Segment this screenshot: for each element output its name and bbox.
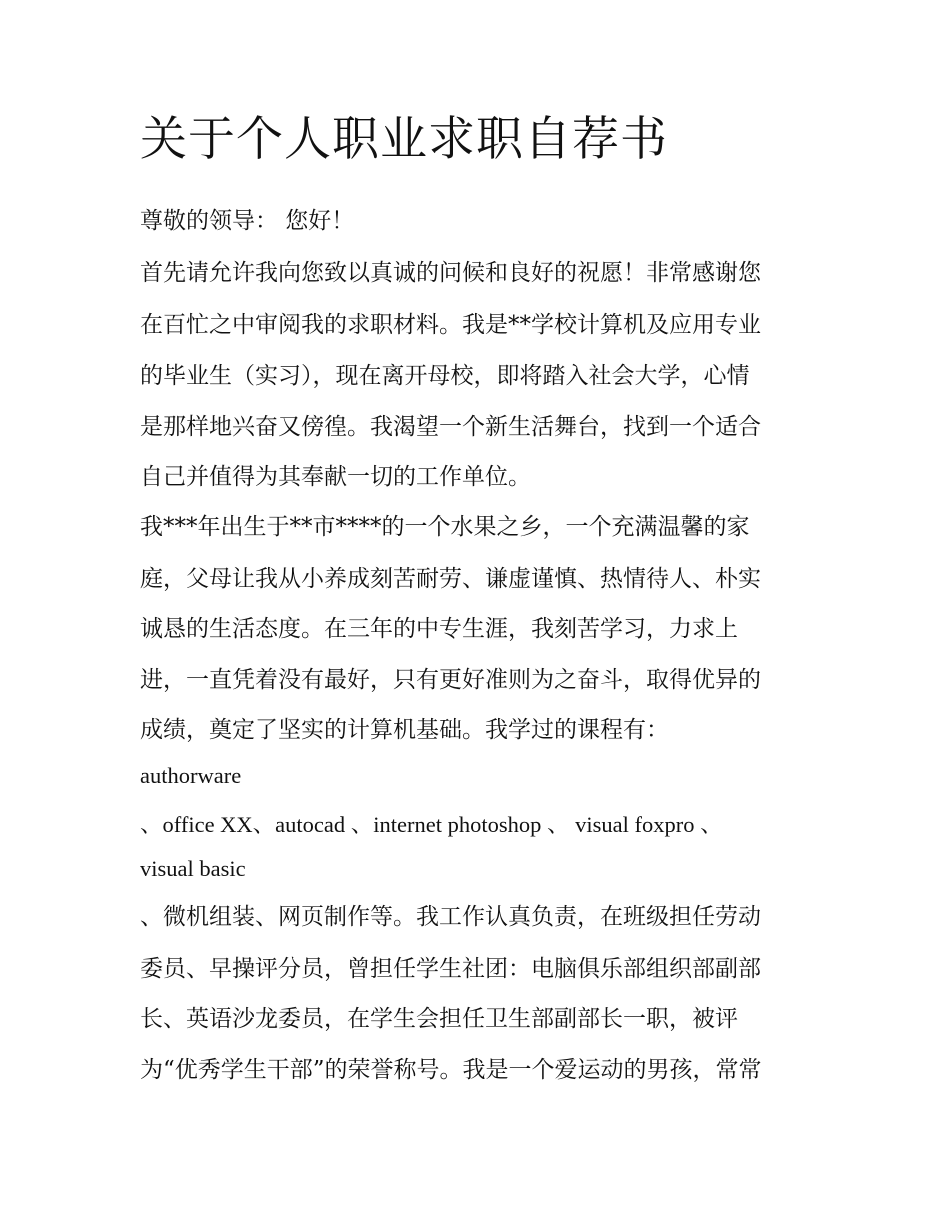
paragraph-line: 、office XX、autocad 、internet photoshop 、 visual foxpro 、 <box>140 812 723 837</box>
paragraph-line: 是那样地兴奋又傍徨。我渴望一个新生活舞台，找到一个适合 <box>140 414 761 440</box>
paragraph-line: 尊敬的领导： 您好！ <box>140 208 355 234</box>
paragraph-line: visual basic <box>140 856 246 881</box>
paragraph-line: 自己并值得为其奉献一切的工作单位。 <box>140 464 531 490</box>
paragraph-line: 长、英语沙龙委员，在学生会担任卫生部副部长一职，被评 <box>140 1006 738 1032</box>
paragraph-line: 诚恳的生活态度。在三年的中专生涯，我刻苦学习，力求上 <box>140 616 738 642</box>
paragraph-line: 在百忙之中审阅我的求职材料。我是**学校计算机及应用专业 <box>140 312 761 338</box>
paragraph-line: authorware <box>140 763 242 788</box>
document-title: 关于个人职业求职自荐书 <box>140 112 668 167</box>
paragraph-line: 为“优秀学生干部”的荣誉称号。我是一个爱运动的男孩，常常 <box>140 1057 762 1083</box>
paragraph-line: 进，一直凭着没有最好，只有更好准则为之奋斗，取得优异的 <box>140 667 761 693</box>
paragraph-line: 、微机组装、网页制作等。我工作认真负责，在班级担任劳动 <box>140 904 761 930</box>
paragraph-line: 首先请允许我向您致以真诚的问候和良好的祝愿！非常感谢您 <box>140 260 761 286</box>
paragraph-line: 的毕业生（实习），现在离开母校，即将踏入社会大学，心情 <box>140 363 750 389</box>
paragraph-line: 成绩，奠定了坚实的计算机基础。我学过的课程有： <box>140 717 669 743</box>
paragraph-line: 我***年出生于**市****的一个水果之乡，一个充满温馨的家 <box>140 514 750 540</box>
paragraph-line: 委员、早操评分员，曾担任学生社团：电脑俱乐部组织部副部 <box>140 956 761 982</box>
paragraph-line: 庭，父母让我从小养成刻苦耐劳、谦虚谨慎、热情待人、朴实 <box>140 566 761 592</box>
